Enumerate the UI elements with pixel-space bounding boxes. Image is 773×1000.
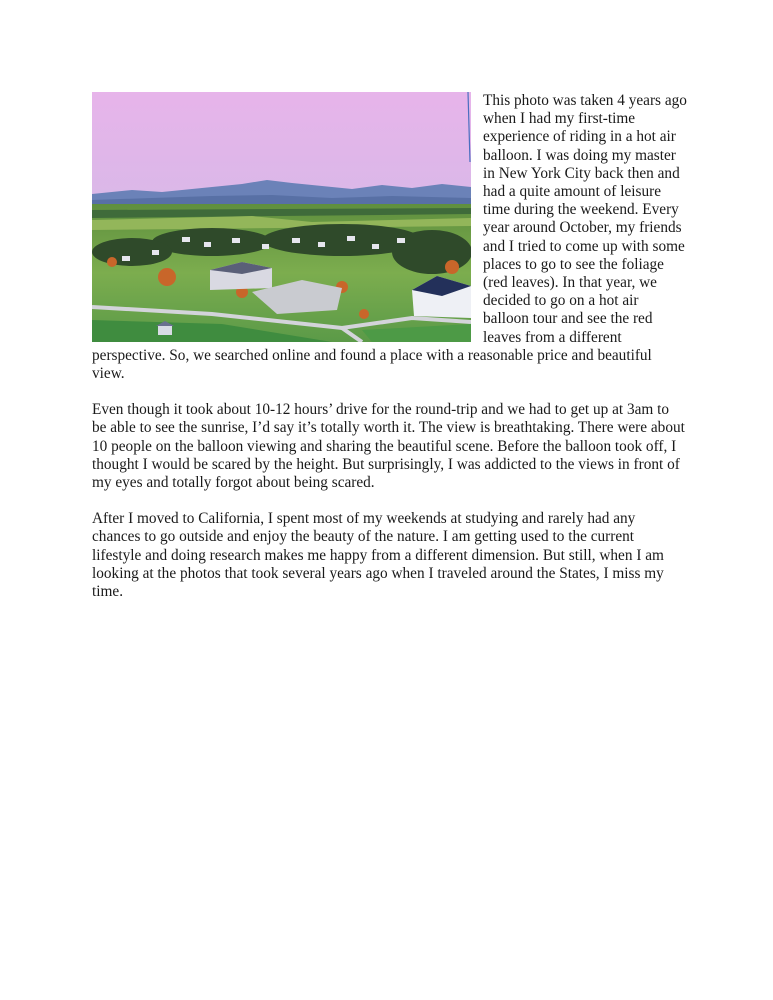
document-body: [92, 92, 687, 601]
paragraph-1: This photo was taken 4 years ago when I had my first-time experience of riding in a hot air balloon. I was doing my master in New York City back then and had a quite amount of leisure time during the weekend. Every year around October, my friends and I tried to come up with some places to go to see the foliage (red leaves). In that year, we decided to go on a hot air balloon tour and see the red leaves from a different perspective. So, we searched online and found a place with a reasonable price and beautiful view.: [92, 92, 687, 383]
aerial-landscape-photo: [92, 92, 471, 342]
paragraph-2: Even though it took about 10-12 hours’ drive for the round-trip and we had to get up at 3am to be able to see the sunrise, I’d say it’s totally worth it. The view is breathtaking. There were about 10 people on the balloon viewing and sharing the beautiful scene. Before the balloon took off, I thought I would be scared by the height. But surprisingly, I was addicted to the views in front of my eyes and totally forgot about being scared.: [92, 401, 685, 492]
paragraph-3: After I moved to California, I spent most of my weekends at studying and rarely had any chances to go outside and enjoy the beauty of the nature. I am getting used to the current lifestyle and doing research makes me happy from a different dimension. But still, when I am looking at the photos that took several years ago when I traveled around the States, I miss my time.: [92, 510, 664, 601]
